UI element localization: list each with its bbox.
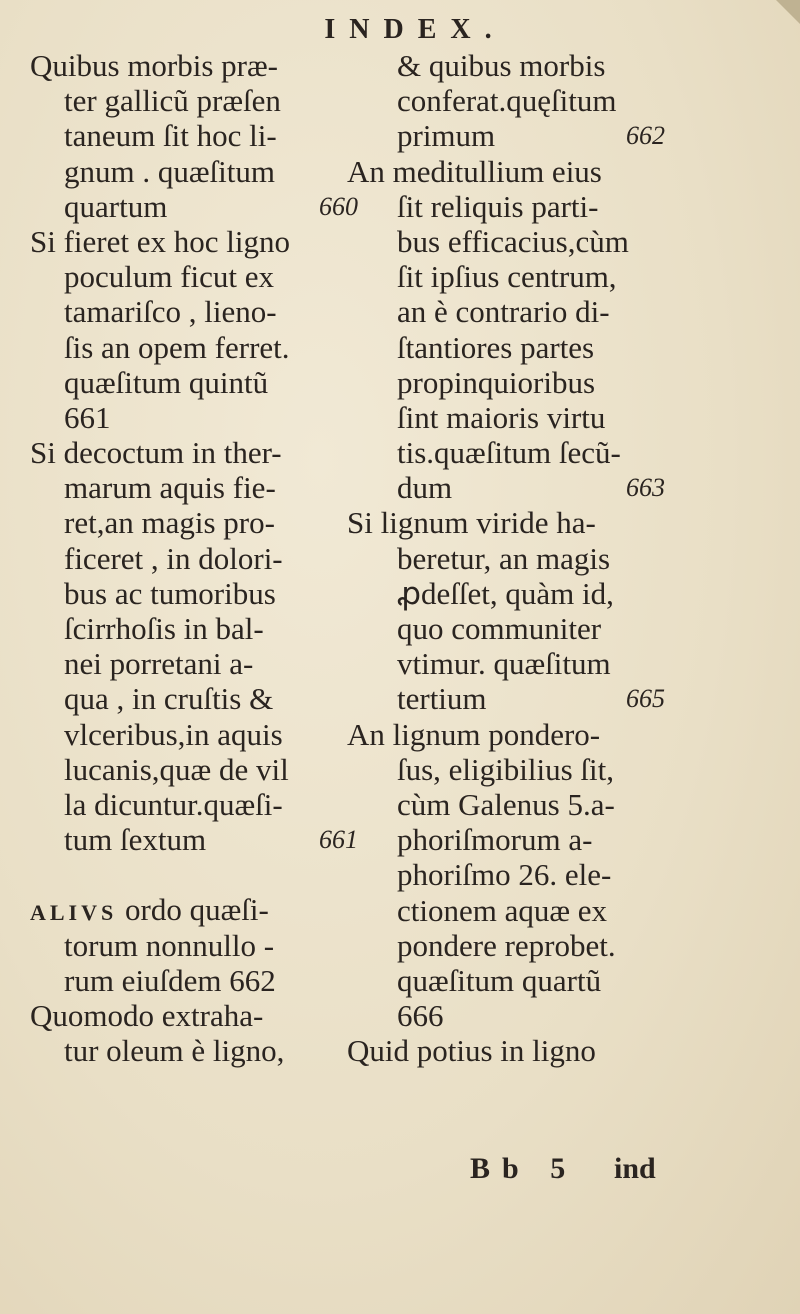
index-line-text: propinquioribus bbox=[397, 364, 596, 400]
index-line bbox=[347, 787, 677, 822]
index-line bbox=[30, 83, 370, 118]
page-reference: 660 bbox=[319, 191, 358, 221]
index-line-text: Quomodo extraha- bbox=[30, 997, 264, 1033]
index-line-text: la dicuntur.quæſi- bbox=[64, 786, 283, 822]
index-line-text: ſit ipſius centrum, bbox=[397, 259, 617, 295]
page-reference: 665 bbox=[626, 684, 665, 714]
index-line bbox=[347, 400, 677, 435]
index-line bbox=[30, 470, 370, 505]
index-line-text: tur oleum è ligno, bbox=[64, 1033, 285, 1069]
index-line bbox=[30, 611, 370, 646]
index-line bbox=[347, 118, 677, 153]
page-reference: 663 bbox=[626, 473, 665, 503]
index-line bbox=[347, 752, 677, 787]
index-line-text: tis.quæſitum ſecũ- bbox=[397, 435, 621, 471]
index-line bbox=[347, 611, 677, 646]
index-line bbox=[347, 998, 677, 1033]
index-line bbox=[30, 646, 370, 681]
index-line bbox=[347, 48, 677, 83]
index-line-text: taneum ſit hoc li- bbox=[64, 118, 277, 154]
index-line bbox=[30, 541, 370, 576]
signature-mark: Bb 5 bbox=[470, 1152, 578, 1185]
index-line bbox=[30, 1033, 370, 1068]
index-line-text: tum ſextum bbox=[64, 822, 207, 858]
index-line-text: quartum bbox=[64, 188, 168, 224]
index-line bbox=[30, 400, 370, 435]
index-line bbox=[347, 928, 677, 963]
index-line bbox=[347, 189, 677, 224]
index-line-text: nei porretani a- bbox=[64, 646, 254, 682]
index-line-text: an è contrario di- bbox=[397, 294, 610, 330]
index-line-text: marum aquis fie- bbox=[64, 470, 276, 506]
index-line bbox=[30, 892, 370, 927]
index-line-text: bus efficacius,cùm bbox=[397, 223, 629, 259]
index-line bbox=[347, 681, 677, 716]
index-line-text: ſcirrhoſis in bal- bbox=[64, 611, 264, 646]
index-line-text: cùm Galenus 5.a- bbox=[397, 786, 615, 822]
index-line bbox=[347, 259, 677, 294]
index-line-text: quæſitum quintũ bbox=[64, 364, 269, 400]
index-line-text: dum bbox=[397, 470, 453, 506]
index-line-text: ctionem aquæ ex bbox=[397, 892, 608, 928]
index-line bbox=[30, 752, 370, 787]
index-line-text: pondere reprobet. bbox=[397, 927, 616, 963]
index-line bbox=[347, 822, 677, 857]
index-line-text: torum nonnullo - bbox=[64, 927, 275, 963]
index-line bbox=[30, 365, 370, 400]
index-line-text: ficeret , in dolori- bbox=[64, 540, 283, 576]
index-line bbox=[347, 435, 677, 470]
index-line bbox=[30, 294, 370, 329]
section-heading-text: ordo quæſi- bbox=[117, 892, 269, 928]
index-line-text: 661 bbox=[64, 399, 111, 435]
index-line-text: Si fieret ex hoc ligno bbox=[30, 223, 290, 259]
index-line-text: tertium bbox=[397, 681, 487, 717]
index-line bbox=[30, 928, 370, 963]
index-line bbox=[347, 505, 677, 540]
index-line-text: Si decoctum in ther- bbox=[30, 435, 282, 471]
index-line bbox=[347, 717, 677, 752]
index-line bbox=[347, 154, 677, 189]
index-line bbox=[347, 893, 677, 928]
index-line bbox=[347, 470, 677, 505]
index-line-text: ſis an opem ferret. bbox=[64, 329, 290, 365]
index-line bbox=[30, 118, 370, 153]
index-line bbox=[347, 365, 677, 400]
index-line bbox=[30, 787, 370, 822]
index-line-text: ſtantiores partes bbox=[397, 329, 595, 365]
index-line-text: poculum ficut ex bbox=[64, 259, 275, 295]
index-line-text: ꝓdeſſet, quàm id, bbox=[397, 575, 614, 611]
index-line bbox=[30, 154, 370, 189]
index-line bbox=[347, 541, 677, 576]
section-gap bbox=[30, 857, 370, 892]
index-line-text: phoriſmo 26. ele- bbox=[397, 857, 612, 893]
index-line-text: ſus, eligibilius ſit, bbox=[397, 751, 615, 787]
index-line-text: Quid potius in ligno bbox=[347, 1033, 596, 1069]
index-line bbox=[347, 330, 677, 365]
page-reference: 662 bbox=[626, 121, 665, 151]
index-line-text: lucanis,quæ de vil bbox=[64, 751, 289, 787]
index-line bbox=[347, 576, 677, 611]
index-line bbox=[347, 963, 677, 998]
index-line bbox=[30, 681, 370, 716]
index-line-text: ſit reliquis parti- bbox=[397, 188, 599, 224]
index-line-text: phoriſmorum a- bbox=[397, 822, 593, 858]
index-line-text: An lignum pondero- bbox=[347, 716, 601, 752]
index-line-text: conferat.quęſitum bbox=[397, 83, 617, 119]
index-line bbox=[30, 435, 370, 470]
index-line bbox=[347, 646, 677, 681]
index-line-text: An meditullium eius bbox=[347, 153, 602, 189]
page-reference: 661 bbox=[319, 825, 358, 855]
index-line bbox=[347, 1033, 677, 1068]
section-heading-smallcaps: ALIVS bbox=[30, 900, 118, 926]
index-line-text: & quibus morbis bbox=[397, 48, 606, 83]
index-line bbox=[30, 822, 370, 857]
index-line-text: beretur, an magis bbox=[397, 540, 611, 576]
index-line-text: ſint maioris virtu bbox=[397, 399, 606, 435]
catchword: ind bbox=[614, 1152, 656, 1185]
index-line bbox=[30, 505, 370, 540]
index-line-text: quæſitum quartũ bbox=[397, 962, 602, 998]
index-line-text: primum bbox=[397, 118, 496, 154]
index-line bbox=[30, 48, 370, 83]
index-line-text: gnum . quæſitum bbox=[64, 153, 275, 189]
index-line-text: ret,an magis pro- bbox=[64, 505, 275, 541]
index-line-text: vlceribus,in aquis bbox=[64, 716, 283, 752]
index-line bbox=[30, 717, 370, 752]
index-line-text: Quibus morbis præ- bbox=[30, 48, 278, 83]
index-line bbox=[347, 857, 677, 892]
index-line-text: quo communiter bbox=[397, 611, 602, 646]
index-line bbox=[30, 259, 370, 294]
index-line-text: rum eiuſdem 662 bbox=[64, 962, 276, 998]
index-line-text: 666 bbox=[397, 998, 444, 1034]
index-line-text: qua , in cruſtis & bbox=[64, 681, 274, 717]
index-line-text: tamariſco , lieno- bbox=[64, 294, 277, 330]
index-line bbox=[30, 576, 370, 611]
index-line bbox=[30, 998, 370, 1033]
index-line bbox=[30, 963, 370, 998]
index-line bbox=[30, 224, 370, 259]
left-column bbox=[30, 48, 370, 1068]
running-title: INDEX. bbox=[324, 14, 506, 45]
index-line-text: Si lignum viride ha- bbox=[347, 505, 596, 541]
index-line bbox=[347, 224, 677, 259]
index-line bbox=[30, 330, 370, 365]
index-line-text: ter gallicũ præſen bbox=[64, 83, 281, 119]
index-line bbox=[30, 189, 370, 224]
index-line bbox=[347, 294, 677, 329]
index-line-text: bus ac tumoribus bbox=[64, 575, 276, 611]
right-column bbox=[347, 48, 677, 1068]
index-line-text: vtimur. quæſitum bbox=[397, 646, 611, 682]
index-line bbox=[347, 83, 677, 118]
